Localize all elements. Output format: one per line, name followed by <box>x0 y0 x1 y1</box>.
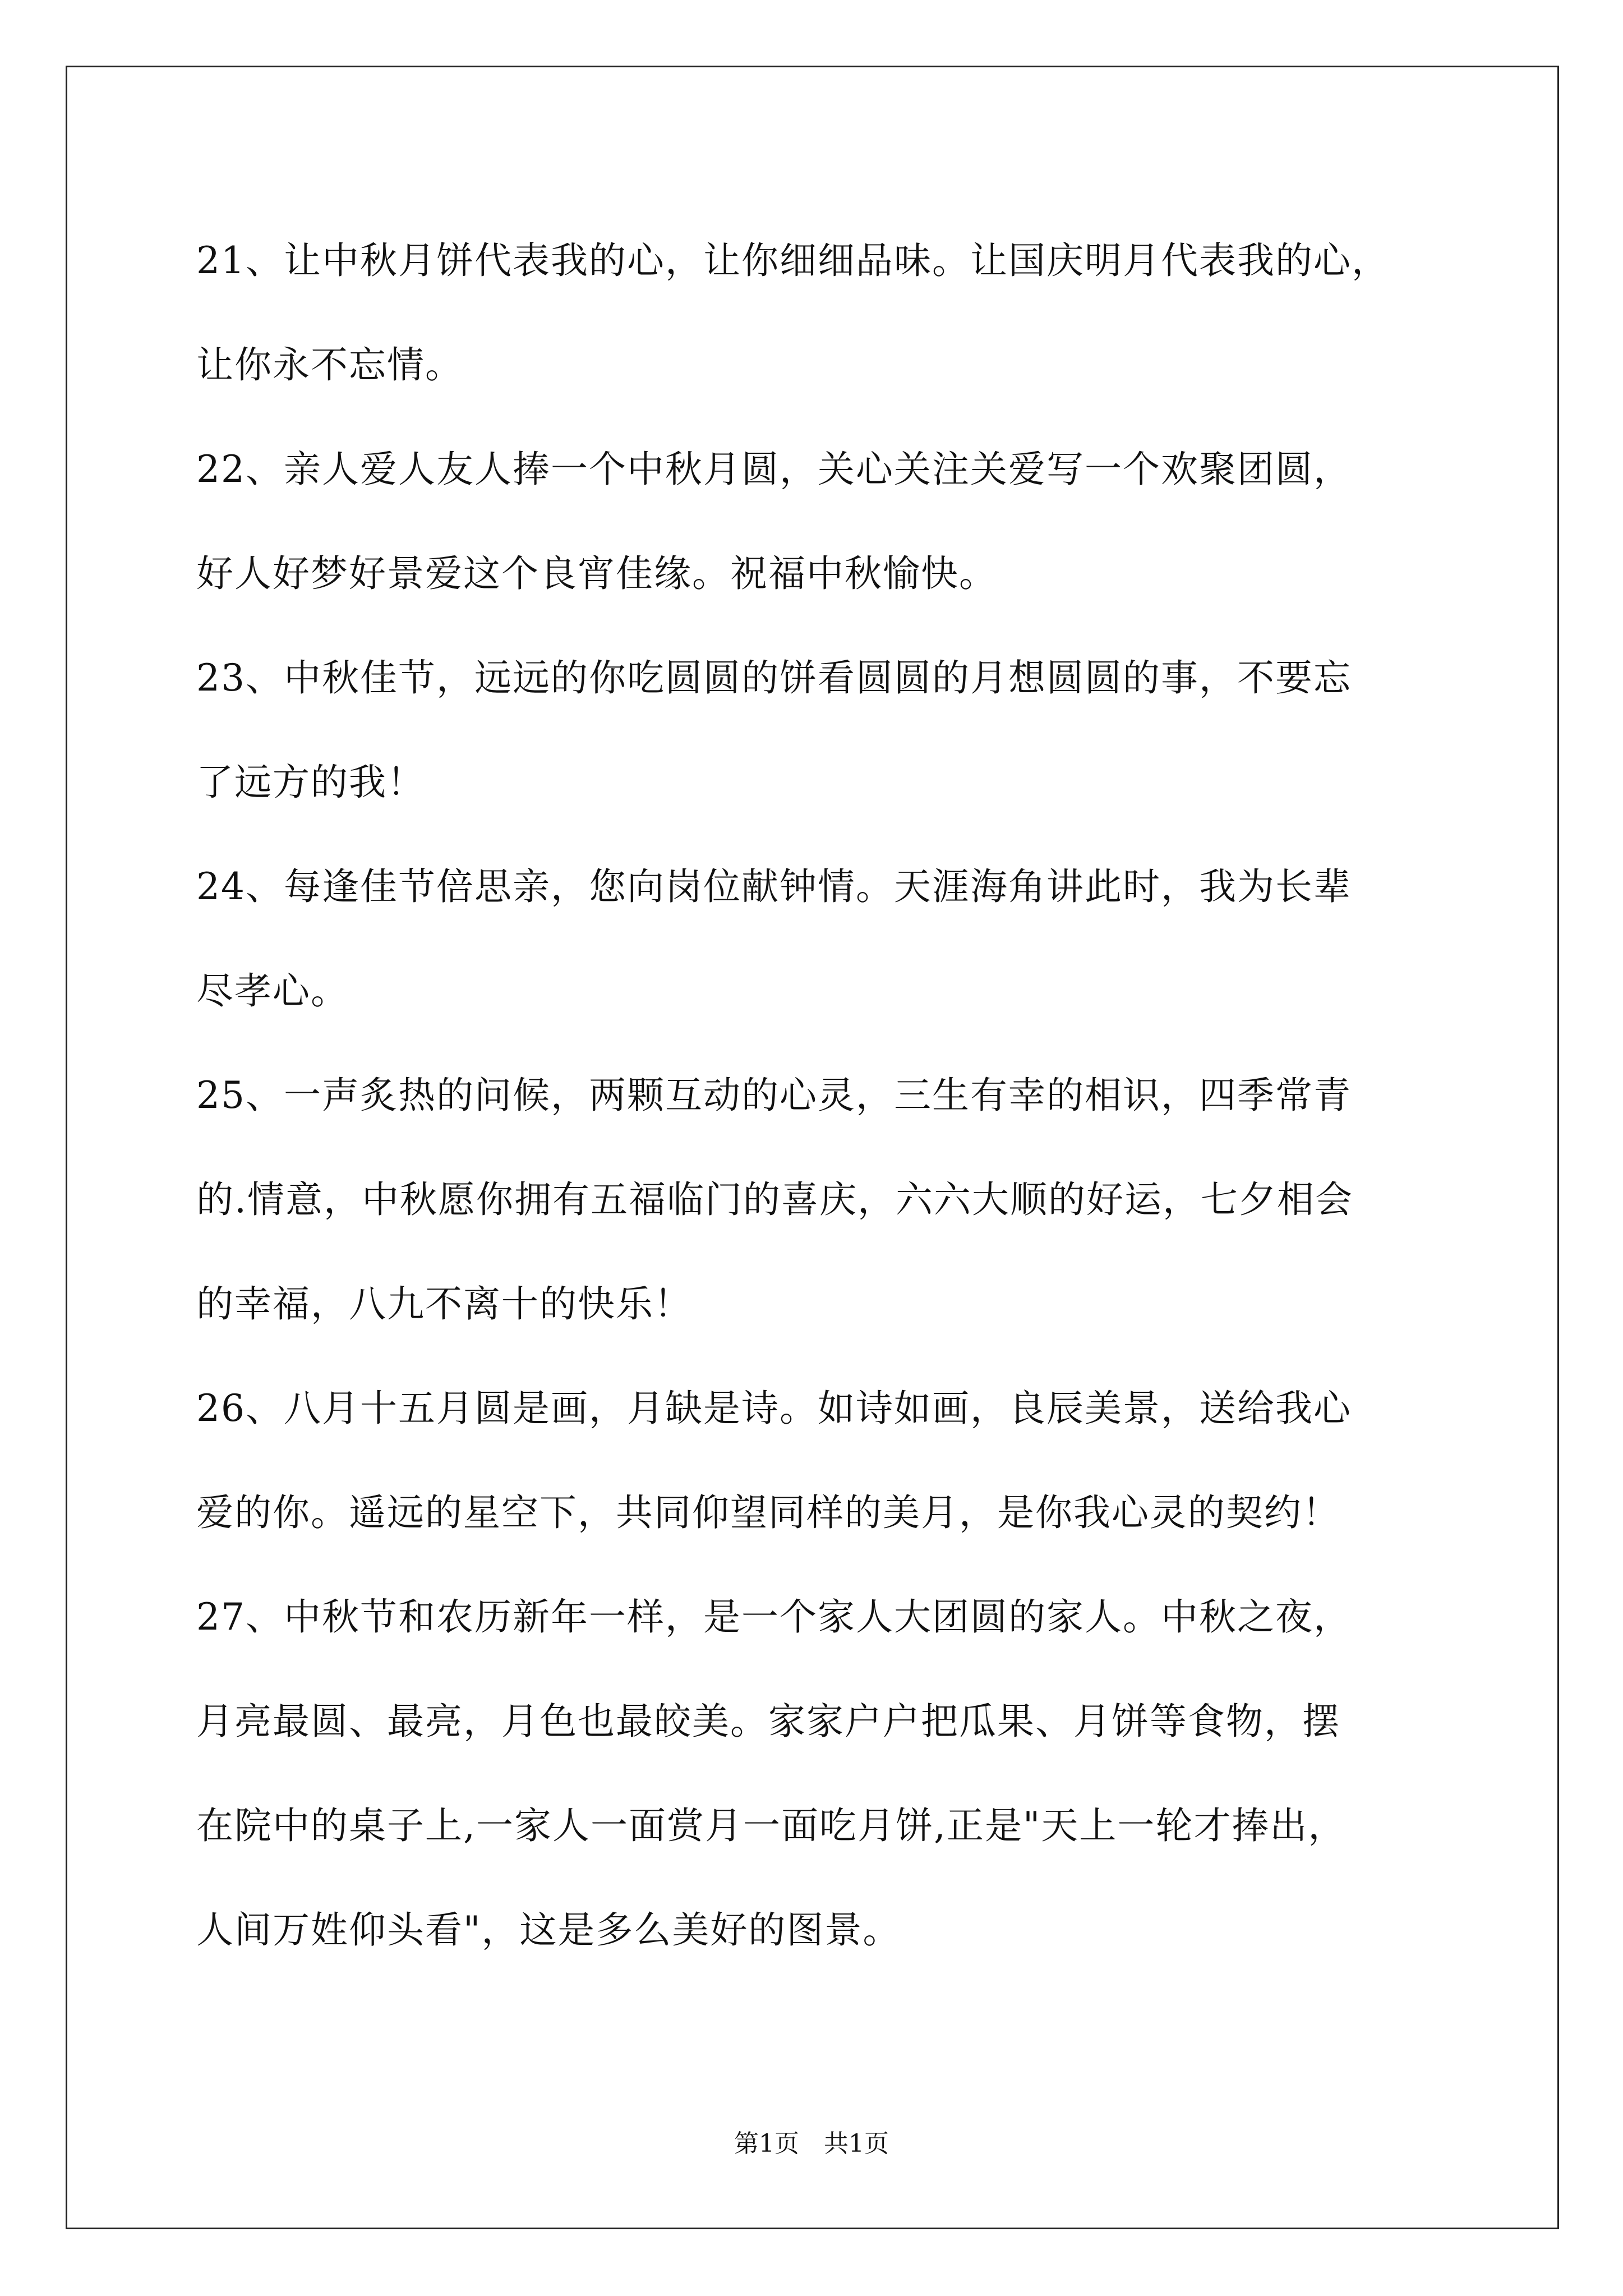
text-line: 人间万姓仰头看"，这是多么美好的图景。 <box>196 1908 901 1952</box>
paragraph-26 <box>196 1356 1447 1565</box>
text-line: 爱的你。遥远的星空下，共同仰望同样的美月，是你我心灵的契约！ <box>196 1491 1340 1534</box>
paragraph-27 <box>196 1565 1447 1982</box>
text-line: 23、中秋佳节，远远的你吃圆圆的饼看圆圆的月想圆圆的事，不要忘 <box>196 656 1352 700</box>
paragraph-23 <box>196 626 1447 835</box>
text-line: 22、亲人爱人友人捧一个中秋月圆，关心关注关爱写一个欢聚团圆， <box>196 448 1352 491</box>
text-line: 21、让中秋月饼代表我的心，让你细细品味。让国庆明月代表我的心， <box>196 239 1390 282</box>
text-line: 在院中的桌子上,一家人一面赏月一面吃月饼,正是"天上一轮才捧出， <box>196 1804 1347 1847</box>
text-line: 让你永不忘情。 <box>196 343 463 386</box>
text-line: 月亮最圆、最亮，月色也最皎美。家家户户把瓜果、月饼等食物，摆 <box>196 1700 1340 1743</box>
text-line: 27、中秋节和农历新年一样，是一个家人大团圆的家人。中秋之夜， <box>196 1595 1352 1639</box>
document-body <box>196 209 1447 1982</box>
page-number: 第1页 共1页 <box>734 2129 889 2158</box>
text-line: 的.情意，中秋愿你拥有五福临门的喜庆，六六大顺的好运，七夕相会 <box>196 1178 1353 1221</box>
text-line: 尽孝心。 <box>196 969 349 1013</box>
page-footer <box>0 2127 1623 2161</box>
paragraph-25 <box>196 1043 1447 1356</box>
text-line: 好人好梦好景爱这个良宵佳缘。祝福中秋愉快。 <box>196 552 997 595</box>
text-line: 25、一声炙热的问候，两颗互动的心灵，三生有幸的相识，四季常青 <box>196 1074 1352 1117</box>
paragraph-22 <box>196 417 1447 626</box>
text-line: 24、每逢佳节倍思亲，您向岗位献钟情。天涯海角讲此时，我为长辈 <box>196 865 1352 908</box>
text-line: 26、八月十五月圆是画，月缺是诗。如诗如画，良辰美景，送给我心 <box>196 1387 1352 1430</box>
paragraph-21 <box>196 209 1447 417</box>
text-line: 了远方的我！ <box>196 761 425 804</box>
paragraph-24 <box>196 835 1447 1043</box>
text-line: 的幸福，八九不离十的快乐！ <box>196 1282 692 1326</box>
